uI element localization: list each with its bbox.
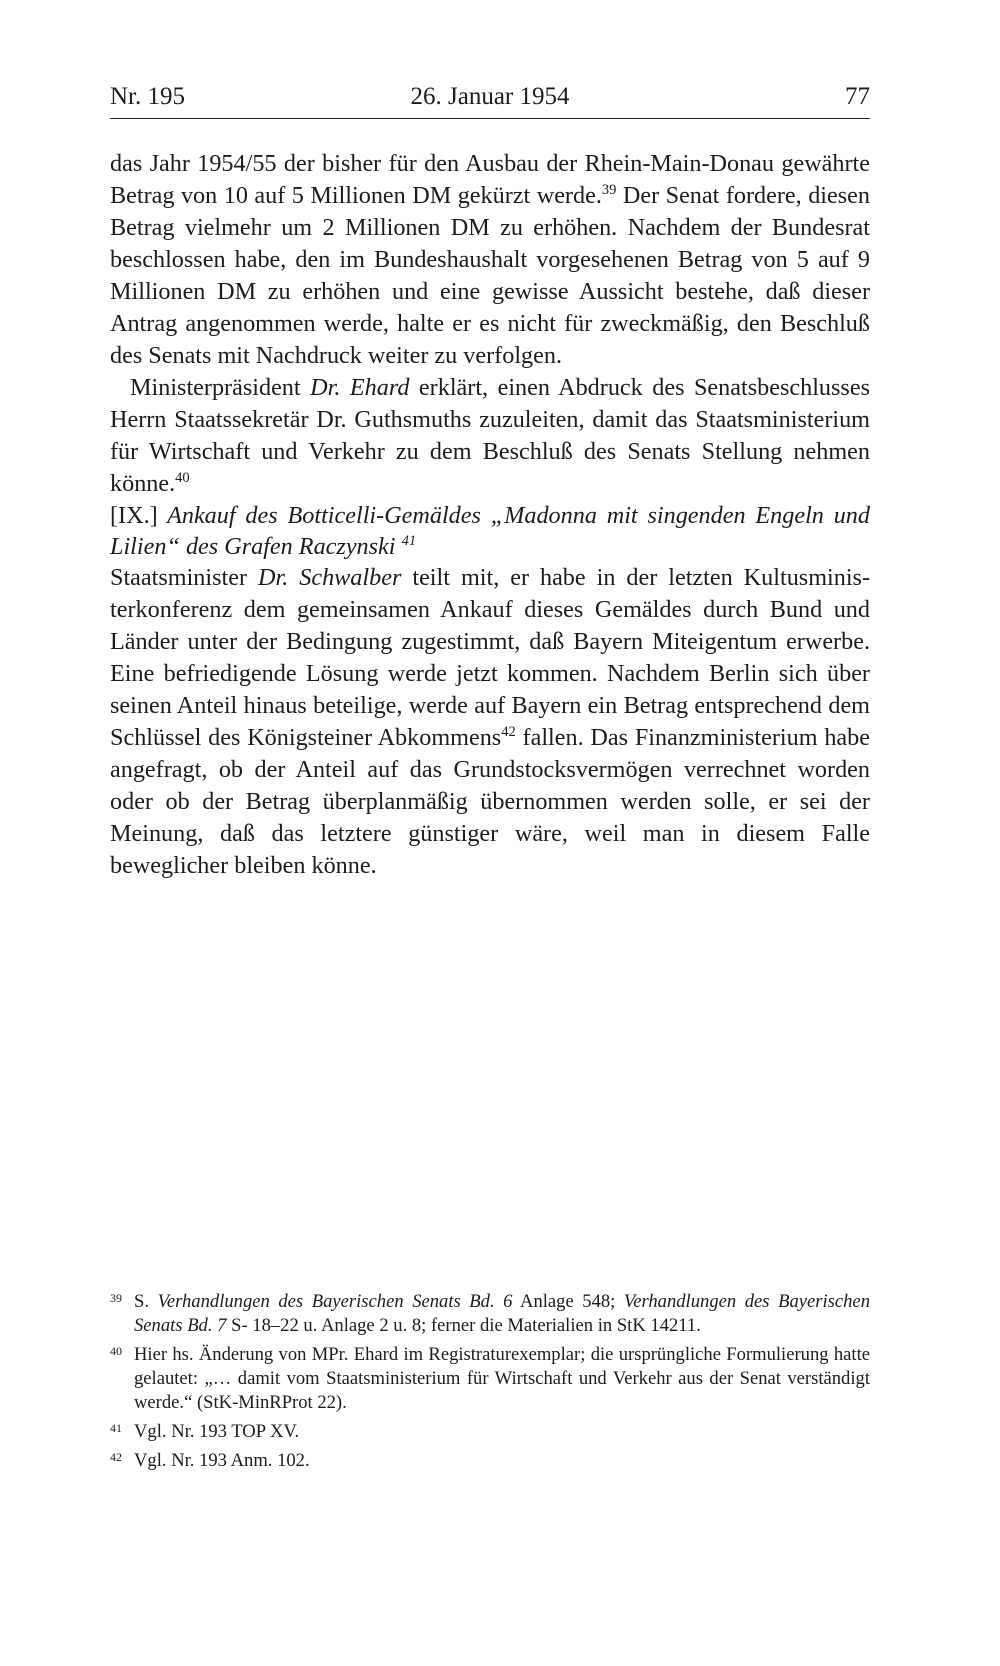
section-title: Ankauf des Botticelli-Gemäldes „Madonna mit singenden Engeln und Lilien“ des Grafen Raczynski <box>110 502 870 560</box>
footnote-number: 40 <box>110 1344 122 1358</box>
document-date: 26. Januar 1954 <box>410 83 570 110</box>
footnote-number: 41 <box>110 1421 122 1435</box>
footnote-42: 42 Vgl. Nr. 193 Anm. 102. <box>110 1450 310 1471</box>
footnote-39: 39 S. Verhandlungen des Bayerischen Senats Bd. 6 Anlage 548; Verhandlungen des Bayerischen Senats Bd. 7 S- 18–22 u. Anlage 2 u. 8; ferner die Materialien in StK 14211. <box>110 1291 870 1336</box>
footnotes <box>110 1290 870 1478</box>
footnote-ref-39[interactable]: 39 <box>601 181 617 198</box>
running-head <box>110 82 870 119</box>
footnote-ref-42[interactable]: 42 <box>501 723 516 740</box>
footnote-ref-40[interactable]: 40 <box>175 469 190 486</box>
document-number: Nr. 195 <box>110 83 185 110</box>
page-number: 77 <box>845 83 870 110</box>
person-name: Dr. Ehard <box>310 374 410 401</box>
footnote-ref-41[interactable]: 41 <box>401 532 417 549</box>
footnote-number: 39 <box>110 1291 122 1305</box>
paragraph-schwalber: Staatsminister Dr. Schwalber teilt mit, er habe in der letzten Kultusministerkonferenz dem gemeinsamen Ankauf dieses Gemäldes durch Bund und Länder unter der Bedingung zugestimmt, daß Bayern Miteigentum erwerbe. Eine befriedigende Lösung werde jetzt kommen. Nachdem Berlin sich über seinen Anteil hinaus beteilige, werde auf Bayern ein Betrag entsprechend dem Schlüssel des Königsteiner Abkommens$^{42}$ fallen. Das Finanzministerium habe angefragt, ob der Anteil auf das Grundstocksvermögen verrechnet worden oder ob der Betrag überplanmäßig übernommen werden solle, er sei der Meinung, daß das letztere günstiger wäre, weil man in diesem Falle beweglicher bleiben könne. <box>110 564 871 879</box>
paragraph-rhein-main-donau: das Jahr 1954/55 der bisher für den Ausbau der Rhein-Main-Donau gewährte Betrag von 10 auf 5 Millionen DM gekürzt werde.$^{39}$ Der Senat fordere, diesen Betrag vielmehr um 2 Millionen DM zu erhöhen. Nachdem der Bundesrat beschlossen habe, den im Bundeshaushalt vorgesehenen Betrag von 5 auf 9 Millionen DM zu erhöhen und eine gewisse Aussicht bestehe, daß dieser Antrag angenommen werde, halte er es nicht für zweckmäßig, den Beschluß des Senats mit Nachdruck weiter zu verfolgen. <box>110 150 870 369</box>
person-name: Dr. Schwalber <box>258 564 402 591</box>
paragraph-ehard: Ministerpräsident Dr. Ehard erklärt, einen Abdruck des Senatsbeschlusses Herrn Staatssekretär Dr. Guthsmuths zuzuleiten, damit das Staatsministerium für Wirtschaft und Verkehr zu dem Beschluß des Senats Stellung nehmen könne.$^{40}$ <box>110 374 870 497</box>
section-heading-ix <box>110 500 870 562</box>
main-text <box>110 148 870 882</box>
footnote-41: 41 Vgl. Nr. 193 TOP XV. <box>110 1421 300 1442</box>
footnote-number: 42 <box>110 1450 122 1464</box>
section-number: [IX.] <box>110 502 158 529</box>
footnote-40: 40 Hier hs. Änderung von MPr. Ehard im Registraturexemplar; die ursprüngliche Formulierung hatte gelautet: „… damit vom Staatsministerium für Wirtschaft und Verkehr aus der Senat verständigt werde.“ (StK-MinRProt 22). <box>110 1344 870 1413</box>
